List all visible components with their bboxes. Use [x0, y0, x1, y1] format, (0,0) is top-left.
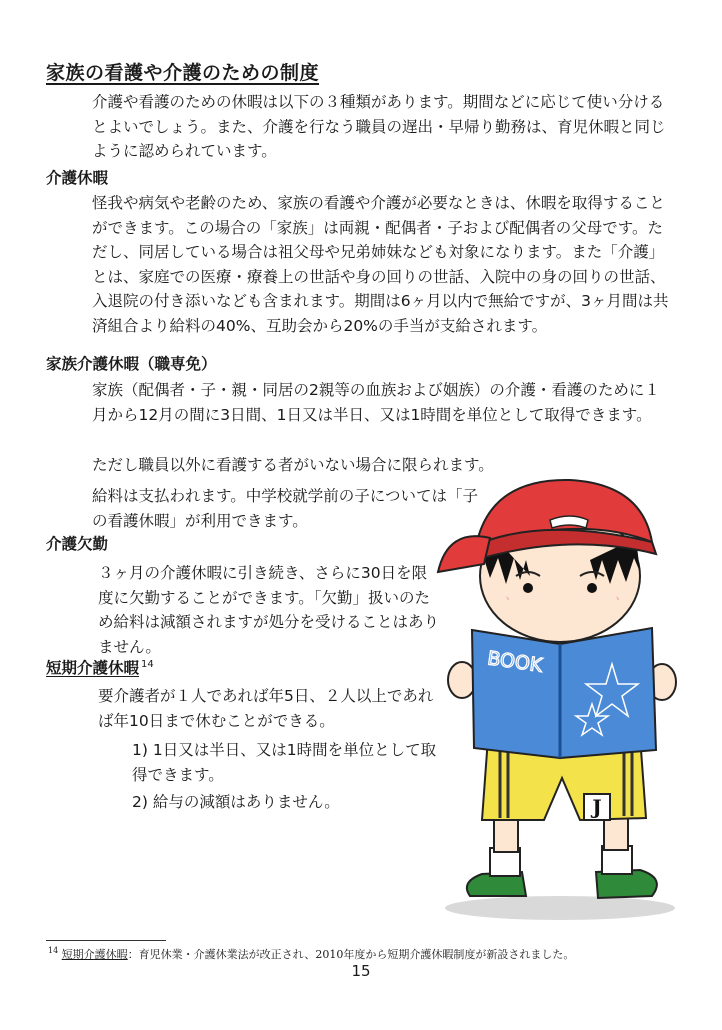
footnote [46, 946, 574, 962]
section-heading-kazoku-kaigo: 家族介護休暇（職専免） [46, 355, 217, 373]
section-heading-kaigo-kyuka: 介護休暇 [46, 169, 109, 187]
page-number: 15 [351, 962, 371, 980]
boy-reading-illustration [430, 468, 700, 928]
list-number: 2) [132, 793, 148, 811]
shorts-letter: J [592, 795, 602, 819]
list-text: 給与の減額はありません。 [152, 793, 340, 811]
footnote-ref[interactable]: 14 [141, 658, 154, 670]
book-label: BOOK [486, 647, 544, 677]
footnote-term: 短期介護休暇 [61, 948, 128, 961]
footnote-text: ：育児休業・介護休業法が改正され、2010年度から短期介護休暇制度が新設されました。 [127, 948, 575, 961]
section-paragraph: 家族（配偶者・子・親・同居の2親等の血族および姻族）の介護・看護のために１月から12月の間に3日間、1日又は半日、又は1時間を単位として取得できます。 [92, 381, 660, 424]
svg-text:ヽ: ヽ [502, 594, 512, 605]
list-item [132, 738, 444, 787]
list-text: 1日又は半日、又は1時間を単位として取得できます。 [132, 741, 437, 784]
section-paragraph: ３ヶ月の介護休暇に引き続き、さらに30日を限度に欠勤することができます。「欠勤」扱いのため給料は減額されますが処分を受けることはありません。 [98, 564, 440, 656]
section-paragraph: ただし職員以外に看護する者がいない場合に限られます。 [92, 456, 494, 474]
svg-text:ヽ: ヽ [612, 594, 622, 605]
section-paragraph: 怪我や病気や老齢のため、家族の看護や介護が必要なときは、休暇を取得することができます。この場合の「家族」は両親・配偶者・子および配偶者の父母です。ただし、同居している場合は祖父母や兄弟姉妹なども対象になります。また「介護」とは、家庭での医療・療養上の世話や身の回りの世話、入院中の身の回りの世話、入退院の付き添いなども含まれます。期間は6ヶ月以内で無給ですが、3ヶ月間は共済組合より給料の40%、互助会から20%の手当が支給されます。 [92, 194, 669, 335]
footnote-number: 14 [48, 946, 59, 956]
section-paragraph: 要介護者が１人であれば年5日、２人以上であれば年10日まで休むことができる。 [98, 687, 434, 730]
section-heading-kaigo-kekkin: 介護欠勤 [46, 535, 109, 553]
section-paragraph: 給料は支払われます。中学校就学前の子については「子の看護休暇」が利用できます。 [92, 487, 478, 530]
intro-paragraph: 介護や看護のための休暇は以下の３種類があります。期間などに応じて使い分けるとよいでしょう。また、介護を行なう職員の遅出・早帰り勤務は、育児休暇と同じように認められています。 [92, 93, 666, 160]
section-heading-tanki-kaigo [46, 656, 154, 678]
heading-text: 短期介護休暇 [46, 659, 140, 677]
list-item [132, 790, 444, 815]
footnote-divider [46, 940, 166, 941]
list-number: 1) [132, 741, 148, 759]
page-title: 家族の看護や介護のための制度 [46, 62, 320, 84]
